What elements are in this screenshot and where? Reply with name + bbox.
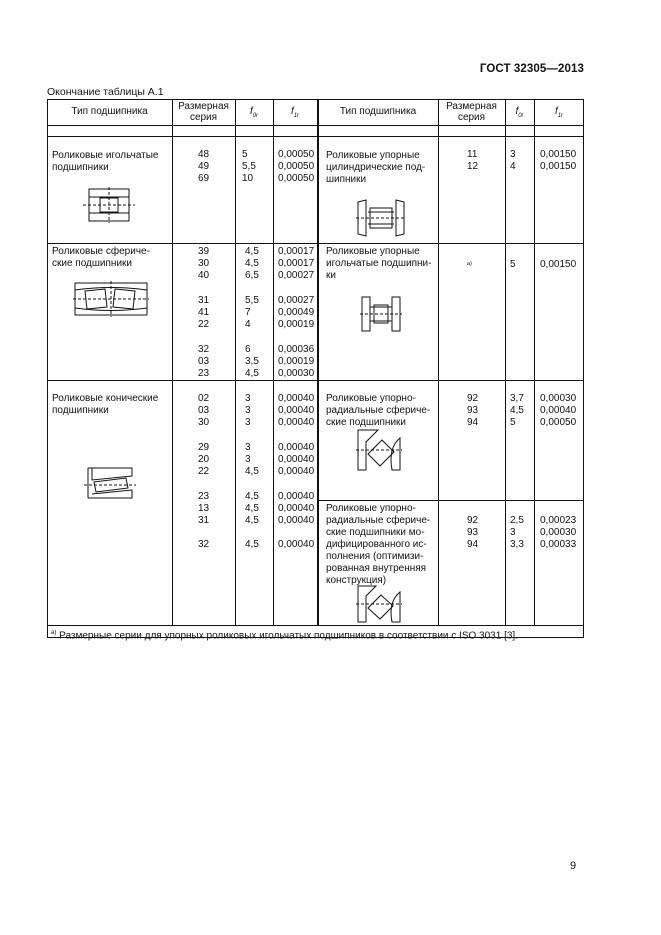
f0r-values: 3,7 4,5 5 xyxy=(510,393,524,429)
table-caption: Окончание таблицы А.1 xyxy=(47,86,164,98)
series-values: 48 49 69 xyxy=(198,149,210,185)
grid-line xyxy=(47,625,584,626)
series-values: 92 93 94 xyxy=(467,515,479,551)
grid-line xyxy=(172,99,173,626)
grid-line xyxy=(47,136,584,137)
bearing-type-name: Роликовые игольчатые подшипники xyxy=(52,150,159,173)
thrust-cylindrical-bearing-icon xyxy=(356,198,406,238)
f1r-values: 0,00150 xyxy=(540,259,577,270)
f1r-values: 0,00150 0,00150 xyxy=(540,149,577,173)
tapered-bearing-icon xyxy=(84,466,136,500)
thrust-spherical-bearing-icon xyxy=(356,428,402,472)
series-values: 02 03 30 29 20 22 23 13 31 32 xyxy=(198,393,210,551)
spherical-bearing-icon xyxy=(73,281,149,317)
table-footnote: $^{a)}$ Размерные серии для упорных роликовых игольчатых подшипников в соответствии с ISO 3031 [3]. xyxy=(51,630,518,642)
header-f0r-left: $f_{0r}$ xyxy=(249,106,259,119)
document-code: ГОСТ 32305—2013 xyxy=(479,63,584,75)
grid-line xyxy=(273,99,274,626)
bearing-table xyxy=(47,99,584,638)
needle-bearing-icon xyxy=(83,187,135,223)
header-series-left: Размерная серия xyxy=(178,101,229,123)
thrust-spherical-modified-bearing-icon xyxy=(356,584,402,624)
bearing-type-name: Роликовые упорные игольчатые подшипни- ки xyxy=(326,246,432,281)
f1r-values: 0,00017 0,00017 0,00027 0,00027 0,00049 0,00019 0,00036 0,00019 0,00030 xyxy=(278,246,315,380)
bearing-type-name: Роликовые упорно- радиальные сфериче- ские подшипники xyxy=(326,393,431,428)
grid-line xyxy=(438,99,439,626)
grid-line xyxy=(47,125,584,126)
bearing-type-name: Роликовые упорные цилиндрические под- шипники xyxy=(326,150,426,185)
series-values: 11 12 xyxy=(467,149,479,173)
grid-line xyxy=(505,99,506,626)
header-f1r-right: $f_{1r}$ xyxy=(554,106,564,119)
bearing-type-name: Роликовые упорно- радиальные сфериче- ские подшипники мо- дифицированного ис- полнения (оптимизи- рованная внутренняя конструкция) xyxy=(326,503,431,586)
header-series-right: Размерная серия xyxy=(446,101,497,123)
thrust-needle-bearing-icon xyxy=(360,293,402,335)
bearing-type-name: Роликовые конические подшипники xyxy=(52,393,159,416)
grid-line xyxy=(317,99,319,626)
header-f1r-left: $f_{1r}$ xyxy=(290,106,300,119)
grid-line xyxy=(235,99,236,626)
f0r-values: 3 4 xyxy=(510,149,516,173)
header-type-left: Тип подшипника xyxy=(71,106,148,117)
f0r-values: 4,5 4,5 6,5 5,5 7 4 6 3,5 4,5 xyxy=(245,246,259,380)
f0r-values: 5 xyxy=(510,259,516,270)
header-type-right: Тип подшипника xyxy=(339,106,417,117)
f1r-values: 0,00030 0,00040 0,00050 xyxy=(540,393,577,429)
f1r-values: 0,00040 0,00040 0,00040 0,00040 0,00040 0,00040 0,00040 0,00040 0,00040 0,00040 xyxy=(278,393,315,551)
grid-line xyxy=(317,500,584,501)
f0r-values: 3 3 3 3 3 4,5 4,5 4,5 4,5 4,5 xyxy=(245,393,259,551)
series-values: 39 30 40 31 41 22 32 03 23 xyxy=(198,246,210,380)
page-number: 9 xyxy=(570,860,577,872)
grid-line xyxy=(47,380,584,381)
series-footnote-ref: a) xyxy=(467,261,472,267)
f0r-values: 5 5,5 10 xyxy=(242,149,256,185)
bearing-type-name: Роликовые сфериче- ские подшипники xyxy=(52,246,150,269)
f0r-values: 2,5 3 3,3 xyxy=(510,515,524,551)
header-f0r-right: $f_{0r}$ xyxy=(515,106,524,119)
grid-line xyxy=(47,243,584,244)
series-values: 92 93 94 xyxy=(467,393,479,429)
f1r-values: 0,00023 0,00030 0,00033 xyxy=(540,515,577,551)
f1r-values: 0,00050 0,00050 0,00050 xyxy=(278,149,315,185)
grid-line xyxy=(534,99,535,626)
